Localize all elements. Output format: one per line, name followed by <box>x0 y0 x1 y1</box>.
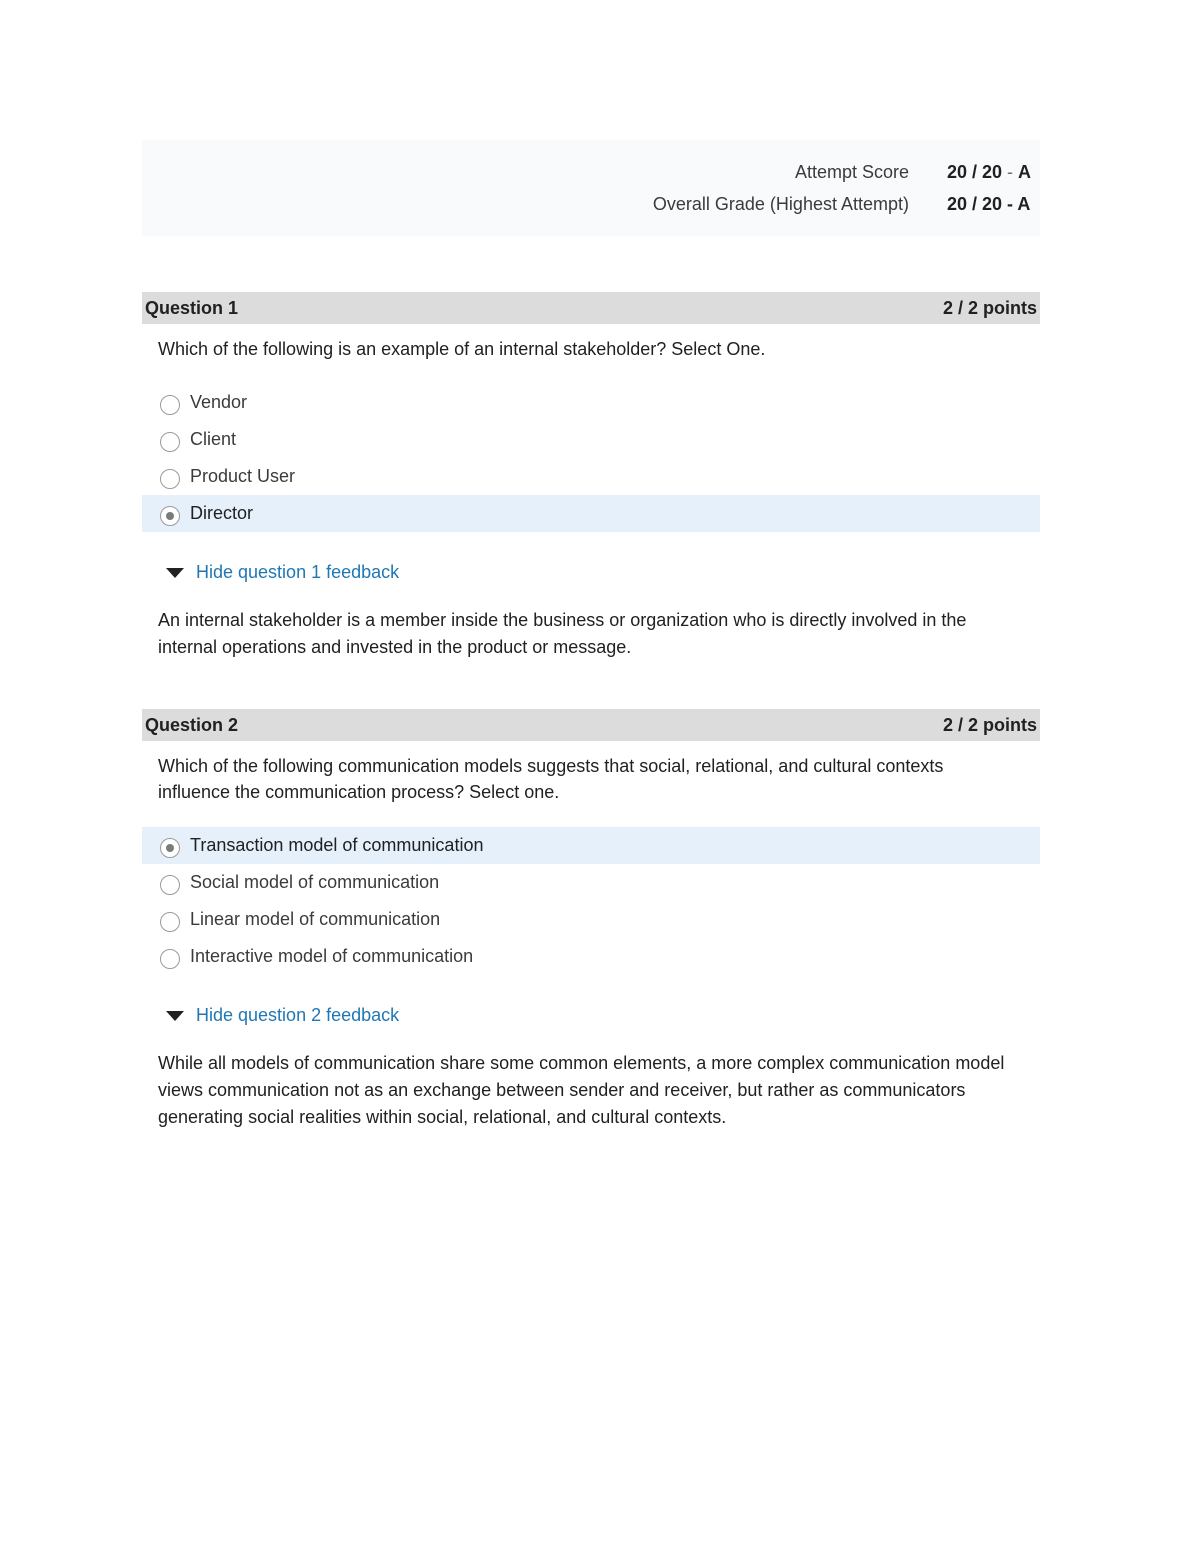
question-points: 2 / 2 points <box>942 714 1037 735</box>
overall-grade-row <box>142 188 1040 220</box>
hide-feedback-link[interactable]: Hide question 2 feedback <box>196 1005 400 1025</box>
attempt-score-label: Attempt Score <box>794 161 909 182</box>
question-header <box>142 709 1040 741</box>
answer-options <box>142 827 1040 975</box>
quiz-results-page <box>142 140 1040 1131</box>
radio-icon[interactable] <box>160 912 180 932</box>
radio-icon[interactable] <box>160 949 180 969</box>
question-1 <box>142 292 1040 661</box>
answer-option[interactable] <box>142 901 1040 938</box>
answer-option-label: Client <box>190 429 237 449</box>
attempt-score-separator: - <box>1002 161 1019 182</box>
score-summary <box>142 140 1040 236</box>
question-title: Question 2 <box>145 714 239 735</box>
caret-down-icon <box>166 1011 184 1021</box>
attempt-score-points: 20 / 20 <box>947 161 1003 182</box>
radio-checked-icon[interactable] <box>160 838 180 858</box>
question-title: Question 1 <box>145 297 239 318</box>
overall-grade-label: Overall Grade (Highest Attempt) <box>652 193 909 214</box>
hide-feedback-toggle[interactable] <box>166 1005 1040 1026</box>
answer-option-label: Social model of communication <box>190 872 440 892</box>
hide-feedback-link[interactable]: Hide question 1 feedback <box>196 562 400 582</box>
answer-option-label: Vendor <box>190 392 248 412</box>
overall-grade-separator: - <box>1002 193 1018 214</box>
radio-icon[interactable] <box>160 395 180 415</box>
question-2 <box>142 709 1040 1131</box>
answer-option-label: Linear model of communication <box>190 909 441 929</box>
question-text: Which of the following communication models suggests that social, relational, and cultural contexts influence the communication process? Select one. <box>158 756 944 802</box>
radio-icon[interactable] <box>160 469 180 489</box>
question-text: Which of the following is an example of an internal stakeholder? Select One. <box>158 339 766 359</box>
attempt-score-row <box>142 156 1040 188</box>
attempt-score-grade: A <box>1018 161 1032 182</box>
question-points: 2 / 2 points <box>942 297 1037 318</box>
question-feedback: An internal stakeholder is a member inside the business or organization who is directly involved in the internal operations and invested in the product or message. <box>158 610 967 657</box>
radio-checked-icon[interactable] <box>160 506 180 526</box>
question-feedback: While all models of communication share some common elements, a more complex communication model views communication not as an exchange between sender and receiver, but rather as communicators generating social realities within social, relational, and cultural contexts. <box>158 1053 1005 1127</box>
attempt-score-value <box>947 162 1040 183</box>
overall-grade-points: 20 / 20 <box>947 193 1003 214</box>
answer-option[interactable] <box>142 384 1040 421</box>
answer-option[interactable] <box>142 938 1040 975</box>
answer-option[interactable] <box>142 864 1040 901</box>
question-header <box>142 292 1040 324</box>
radio-icon[interactable] <box>160 432 180 452</box>
hide-feedback-toggle[interactable] <box>166 562 1040 583</box>
radio-icon[interactable] <box>160 875 180 895</box>
answer-option[interactable] <box>142 458 1040 495</box>
answer-option[interactable] <box>142 421 1040 458</box>
answer-option-label: Product User <box>190 466 296 486</box>
caret-down-icon <box>166 568 184 578</box>
answer-option-selected[interactable] <box>142 495 1040 532</box>
answer-option-label: Interactive model of communication <box>190 946 474 966</box>
answer-options <box>142 384 1040 532</box>
overall-grade-value <box>947 194 1040 215</box>
overall-grade-grade: A <box>1017 193 1031 214</box>
answer-option-label: Transaction model of communication <box>190 835 484 855</box>
answer-option-label: Director <box>190 503 254 523</box>
answer-option-selected[interactable] <box>142 827 1040 864</box>
